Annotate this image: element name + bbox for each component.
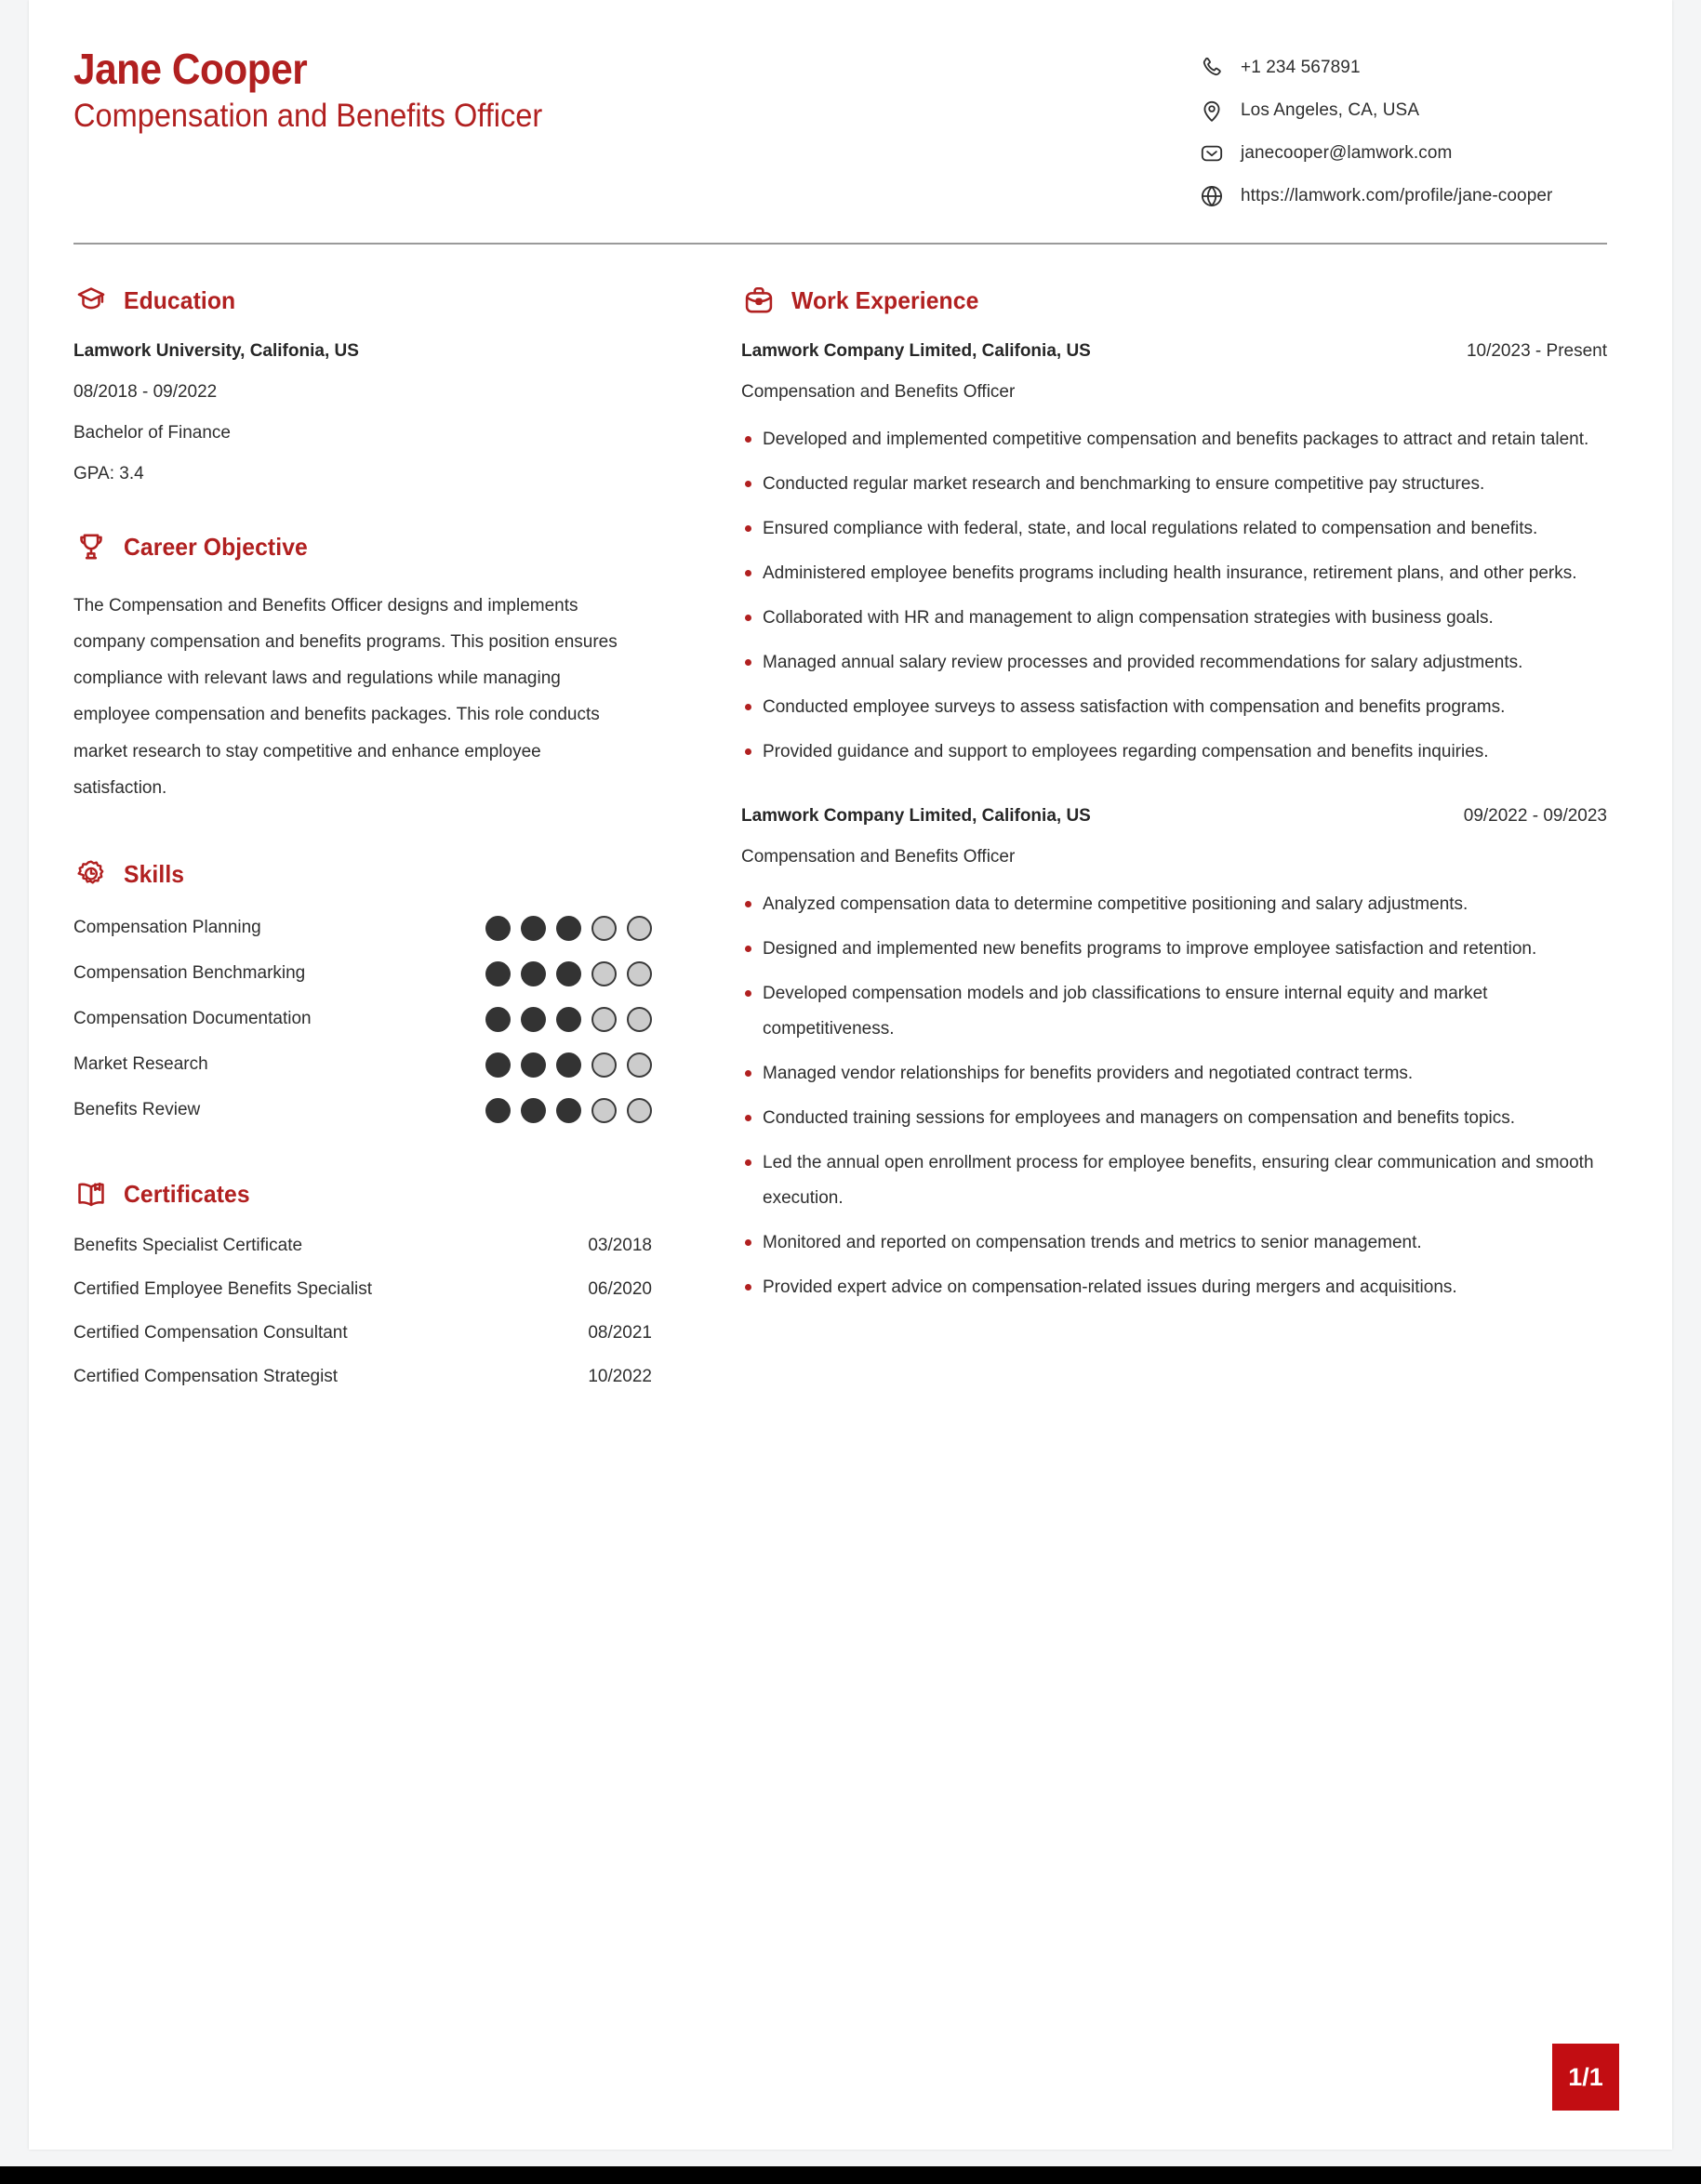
left-column [73,245,652,1387]
rating-dot-filled [521,1007,546,1032]
rating-dot-empty [591,961,617,986]
job-bullet: Led the annual open enrollment process for employee benefits, ensuring clear communication and smooth execution. [741,1145,1607,1216]
education-dates: 08/2018 - 09/2022 [73,382,218,402]
section-title-career-objective: Career Objective [124,532,308,561]
contact-website[interactable] [1198,182,1607,209]
job-bullet: Managed vendor relationships for benefits providers and negotiated contract terms. [741,1056,1607,1092]
page-indicator-badge: 1/1 [1552,2044,1619,2111]
rating-dot-filled [485,916,511,941]
gear-clock-icon [73,857,109,893]
briefcase-icon [741,283,777,318]
certificate-row [73,1367,652,1387]
skill-name: Compensation Planning [73,918,261,938]
rating-dot-filled [521,1098,546,1123]
rating-dot-filled [485,1052,511,1078]
job-role: Compensation and Benefits Officer [741,382,1016,402]
certificate-date: 08/2021 [588,1322,652,1343]
rating-dot-empty [591,1007,617,1032]
rating-dot-filled [521,1052,546,1078]
phone-icon [1198,54,1225,81]
contact-phone[interactable] [1198,54,1607,81]
rating-dot-filled [485,1007,511,1032]
section-certificates [73,1177,652,1387]
bottom-bar [0,2166,1701,2184]
location-icon [1198,97,1225,124]
job-bullet: Managed annual salary review processes and provided recommendations for salary adjustments. [741,645,1607,681]
certificate-date: 10/2022 [588,1366,652,1386]
certificate-date: 06/2020 [588,1278,652,1299]
job-bullet: Developed and implemented competitive compensation and benefits packages to attract and retain talent. [741,422,1607,457]
certificate-name: Certified Compensation Strategist [73,1366,339,1386]
trophy-icon [73,529,109,564]
certificate-row [73,1236,652,1256]
website-value: https://lamwork.com/profile/jane-cooper [1241,185,1553,205]
skill-name: Benefits Review [73,1100,201,1120]
globe-icon [1198,182,1225,209]
open-book-icon [73,1177,109,1212]
rating-dot-filled [556,1052,581,1078]
skill-row [73,1007,652,1032]
jobs-list [741,341,1607,1305]
skill-rating [485,1052,652,1078]
phone-value: +1 234 567891 [1241,57,1361,77]
education-degree: Bachelor of Finance [73,423,231,443]
job-entry [741,341,1607,770]
career-objective-text: The Compensation and Benefits Officer designs and implements company compensation and benefits programs. This position ensures compliance with relevant laws and regulations while managing employee compensation and benefits packages. This role conducts market research to stay competitive and enhance employee satisfaction. [73,596,618,798]
rating-dot-filled [521,961,546,986]
section-education [73,283,652,484]
certificates-list [73,1236,652,1387]
rating-dot-empty [627,916,652,941]
certificate-date: 03/2018 [588,1235,652,1255]
rating-dot-empty [591,1052,617,1078]
skill-name: Compensation Documentation [73,1009,312,1029]
rating-dot-empty [627,1052,652,1078]
skill-rating [485,1007,652,1032]
contact-location[interactable] [1198,97,1607,124]
rating-dot-empty [627,1098,652,1123]
job-bullet: Collaborated with HR and management to align compensation strategies with business goals. [741,601,1607,636]
job-bullet: Conducted training sessions for employees and managers on compensation and benefits topics. [741,1101,1607,1136]
section-career-objective [73,529,652,806]
job-bullet: Monitored and reported on compensation trends and metrics to senior management. [741,1225,1607,1261]
certificate-name: Certified Employee Benefits Specialist [73,1278,373,1299]
rating-dot-filled [521,916,546,941]
job-dates: 09/2022 - 09/2023 [1463,806,1607,826]
certificate-row [73,1279,652,1300]
job-bullet-list [741,887,1607,1305]
rating-dot-empty [627,961,652,986]
section-skills [73,857,652,1123]
rating-dot-filled [485,1098,511,1123]
location-value: Los Angeles, CA, USA [1241,99,1420,120]
contact-email[interactable] [1198,139,1607,166]
job-bullet: Developed compensation models and job classifications to ensure internal equity and market competitiveness. [741,976,1607,1047]
skill-name: Compensation Benchmarking [73,963,306,984]
skill-rating [485,1098,652,1123]
rating-dot-empty [591,1098,617,1123]
page-title: Jane Cooper [73,45,308,93]
section-header-education [73,283,652,318]
section-header-career-objective [73,529,652,564]
job-company: Lamwork Company Limited, Califonia, US [741,806,1091,826]
rating-dot-filled [556,916,581,941]
section-header-work-experience [741,283,1607,318]
resume-body [29,245,1672,1387]
job-company: Lamwork Company Limited, Califonia, US [741,341,1091,361]
resume-page [29,0,1672,2150]
job-bullet-list [741,422,1607,770]
job-bullet: Administered employee benefits programs including health insurance, retirement plans, and other perks. [741,556,1607,591]
job-role: Compensation and Benefits Officer [741,847,1016,867]
job-header [741,806,1607,827]
headline-job-title: Compensation and Benefits Officer [73,97,543,134]
education-gpa: GPA: 3.4 [73,464,144,483]
certificate-row [73,1323,652,1343]
section-title-education: Education [124,285,236,314]
skill-row [73,1098,652,1123]
certificate-name: Certified Compensation Consultant [73,1322,348,1343]
section-work-experience [741,283,1607,1305]
resume-header [29,0,1672,209]
section-title-skills: Skills [124,860,185,889]
rating-dot-filled [556,1098,581,1123]
rating-dot-filled [556,1007,581,1032]
skill-row [73,1052,652,1078]
skill-row [73,961,652,986]
rating-dot-empty [591,916,617,941]
email-value: janecooper@lamwork.com [1241,142,1453,163]
identity-block [73,43,578,137]
job-entry [741,806,1607,1305]
skill-rating [485,916,652,941]
job-bullet: Ensured compliance with federal, state, and local regulations related to compensation and benefits. [741,511,1607,547]
skills-list [73,916,652,1123]
graduation-cap-icon [73,283,109,318]
section-header-skills [73,857,652,893]
job-bullet: Conducted regular market research and benchmarking to ensure competitive pay structures. [741,467,1607,502]
job-bullet: Analyzed compensation data to determine competitive positioning and salary adjustments. [741,887,1607,922]
section-header-certificates [73,1177,652,1212]
section-title-work-experience: Work Experience [791,285,979,314]
rating-dot-empty [627,1007,652,1032]
contact-list [1198,43,1607,209]
job-bullet: Provided expert advice on compensation-related issues during mergers and acquisitions. [741,1270,1607,1305]
email-icon [1198,139,1225,166]
job-header [741,341,1607,362]
job-bullet: Conducted employee surveys to assess satisfaction with compensation and benefits programs. [741,690,1607,725]
certificate-name: Benefits Specialist Certificate [73,1235,303,1255]
rating-dot-filled [556,961,581,986]
job-dates: 10/2023 - Present [1466,341,1607,361]
job-bullet: Provided guidance and support to employees regarding compensation and benefits inquiries. [741,735,1607,770]
education-organization: Lamwork University, Califonia, US [73,341,359,361]
right-column [652,245,1607,1387]
skill-name: Market Research [73,1054,208,1075]
skill-row [73,916,652,941]
job-bullet: Designed and implemented new benefits programs to improve employee satisfaction and retention. [741,932,1607,967]
section-title-certificates: Certificates [124,1180,250,1209]
skill-rating [485,961,652,986]
rating-dot-filled [485,961,511,986]
